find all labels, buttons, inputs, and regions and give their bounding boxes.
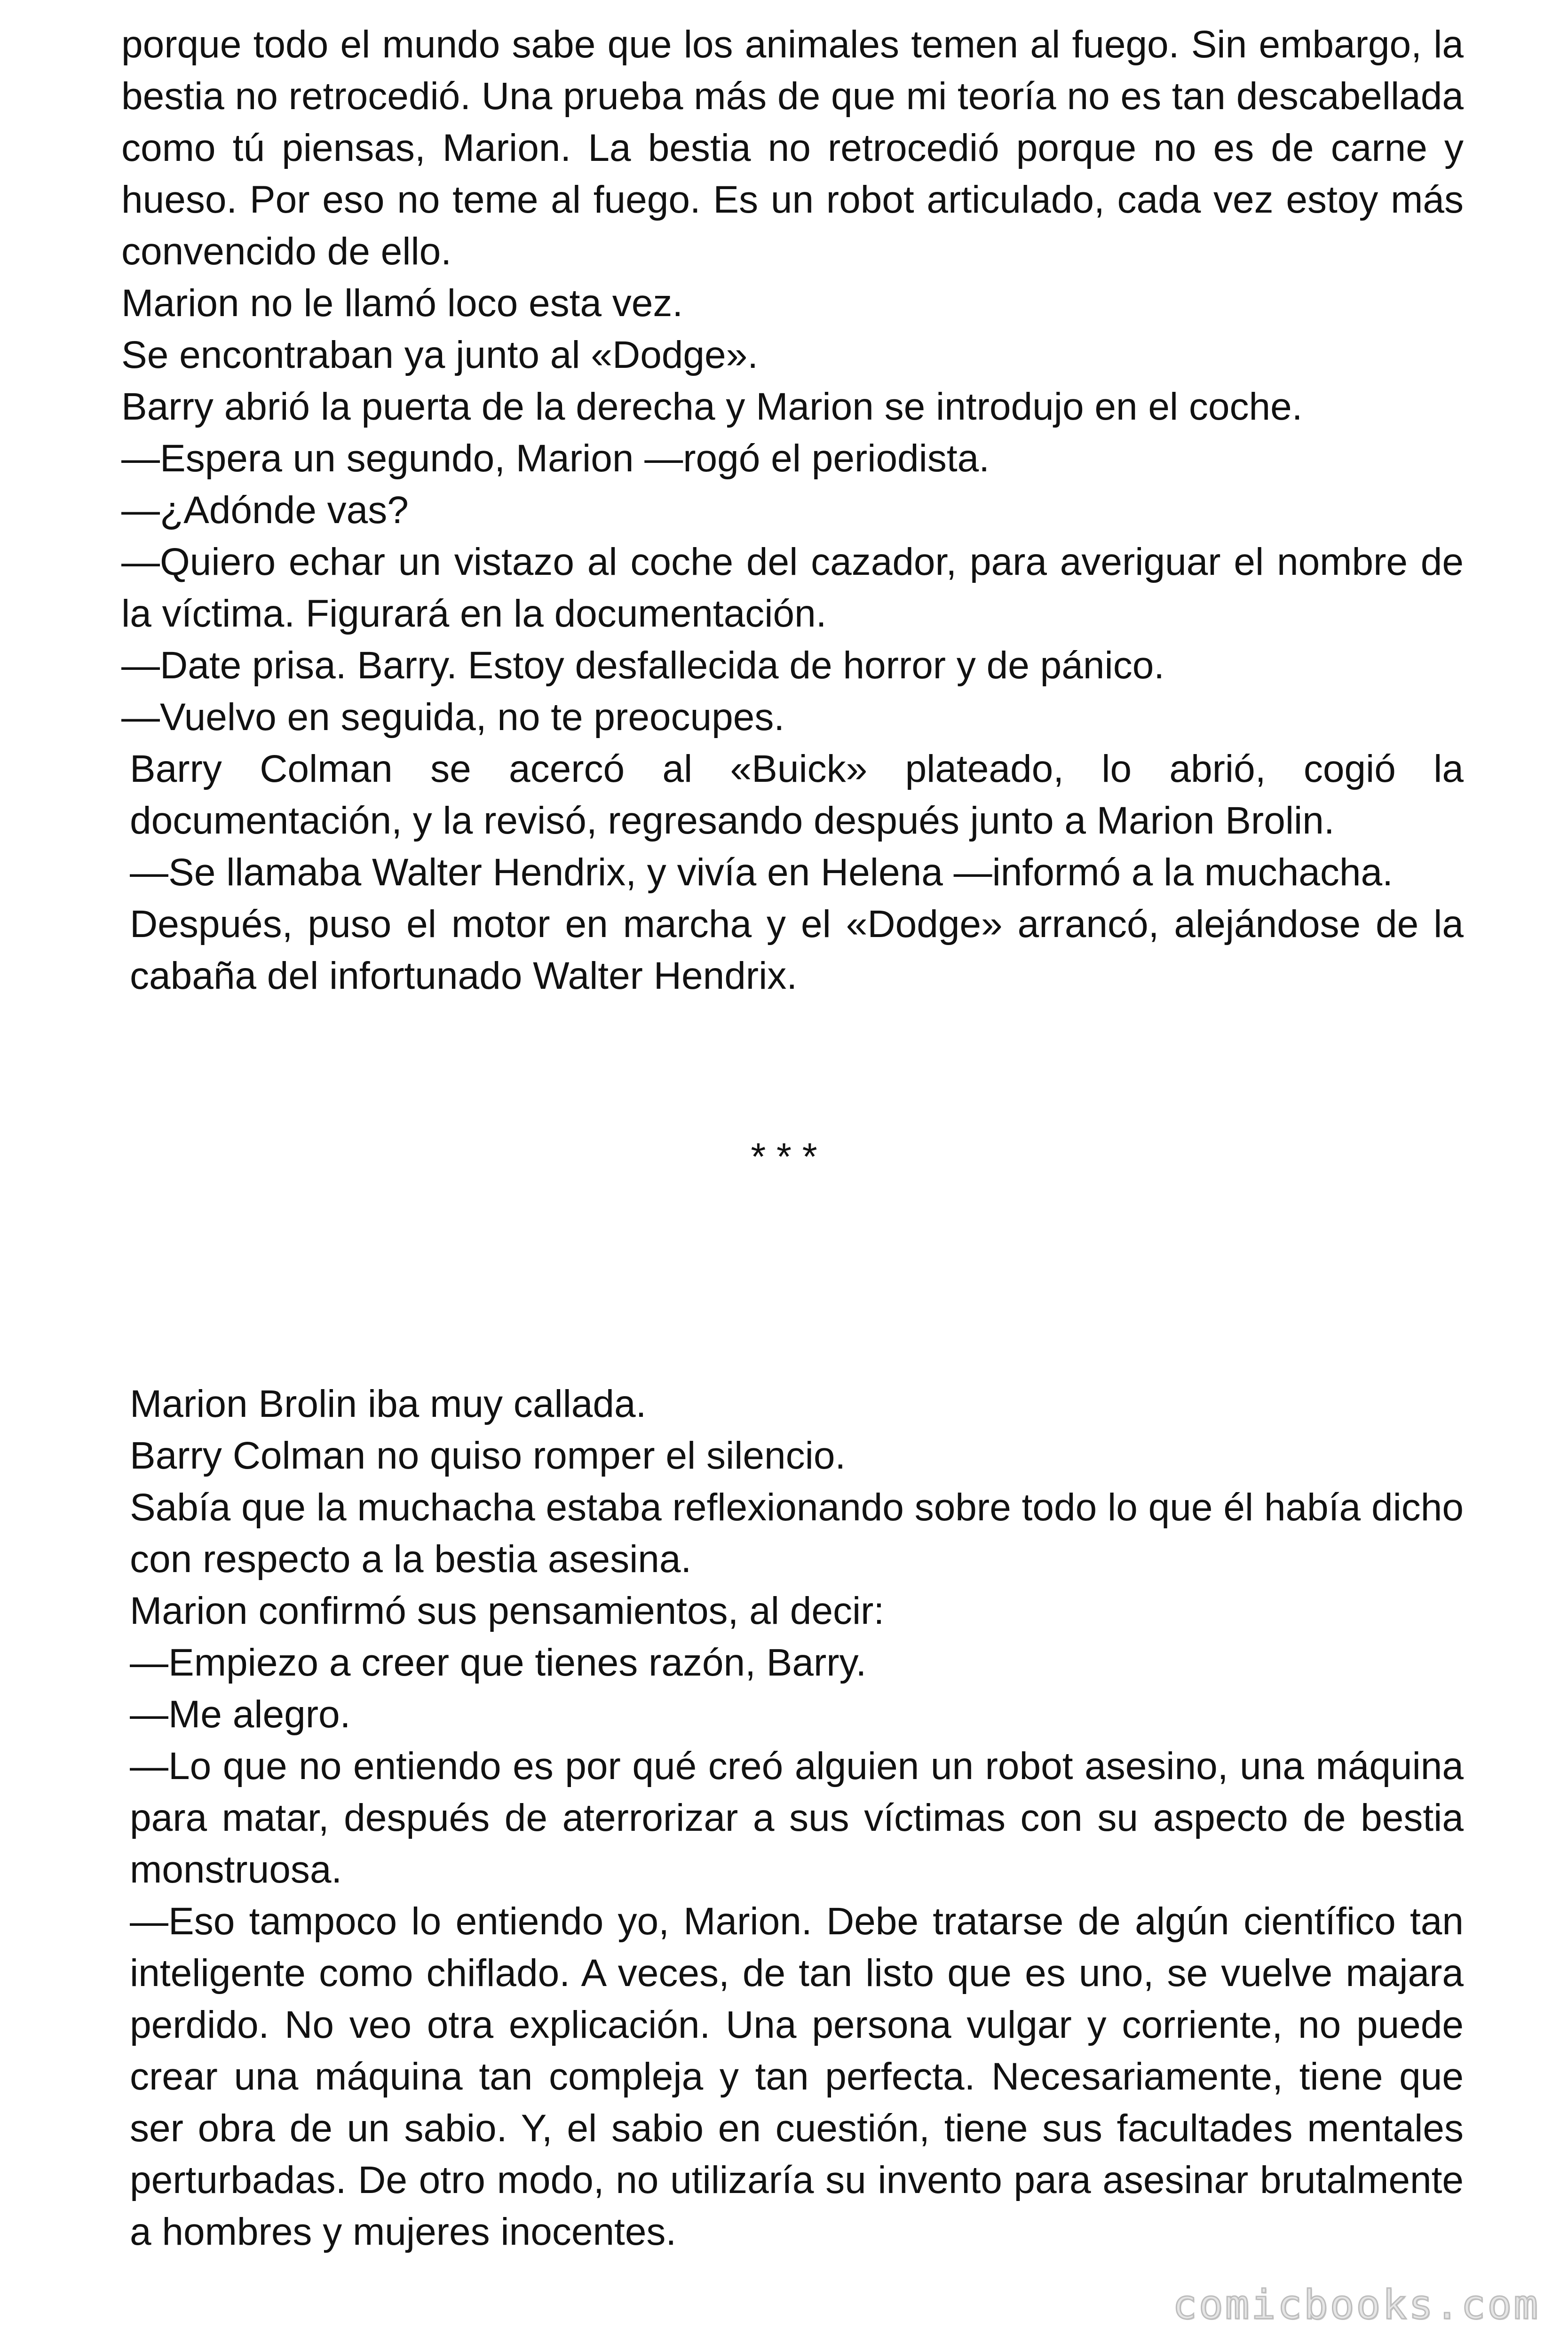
paragraph: porque todo el mundo sabe que los animales temen al fuego. Sin embargo, la bestia no retrocedió. Una prueba más de que mi teoría no es tan descabellada como tú piensas, Marion. La bestia no retrocedió porque no es de carne y hueso. Por eso no teme al fuego. Es un robot articulado, cada vez estoy más convencido de ello. [121,23,1464,273]
paragraph: —¿Adónde vas? [121,489,409,532]
paragraph: —Espera un segundo, Marion —rogó el periodista. [121,437,990,480]
paragraph: —Me alegro. [130,1693,351,1736]
scene-separator: * * * [751,1136,817,1178]
paragraph: —Lo que no entiendo es por qué creó alguien un robot asesino, una máquina para matar, después de aterrorizar a sus víctimas con su aspecto de bestia monstruosa. [130,1745,1464,1891]
paragraph: Marion Brolin iba muy callada. [130,1383,647,1425]
text-section-2 [130,743,1464,1002]
text-section-1 [121,19,1464,743]
paragraph: —Se llamaba Walter Hendrix, y vivía en Helena —informó a la muchacha. [130,851,1393,894]
paragraph: —Empiezo a creer que tienes razón, Barry. [130,1641,867,1684]
paragraph: Barry abrió la puerta de la derecha y Marion se introdujo en el coche. [121,385,1303,428]
paragraph: —Date prisa. Barry. Estoy desfallecida de horror y de pánico. [121,644,1165,687]
paragraph: Marion no le llamó loco esta vez. [121,282,683,325]
paragraph: Después, puso el motor en marcha y el «Dodge» arrancó, alejándose de la cabaña del infortunado Walter Hendrix. [130,903,1464,997]
paragraph: Barry Colman se acercó al «Buick» plateado, lo abrió, cogió la documentación, y la revisó, regresando después junto a Marion Brolin. [130,747,1464,842]
paragraph: Sabía que la muchacha estaba reflexionando sobre todo lo que él había dicho con respecto a la bestia asesina. [130,1486,1464,1581]
text-section-3 [130,1378,1464,2258]
paragraph: —Vuelvo en seguida, no te preocupes. [121,696,785,739]
watermark-logo: comicbooks.com [1172,2281,1540,2328]
paragraph: Se encontraban ya junto al «Dodge». [121,334,759,376]
paragraph: Marion confirmó sus pensamientos, al decir: [130,1589,885,1632]
paragraph: Barry Colman no quiso romper el silencio. [130,1434,846,1477]
paragraph: —Quiero echar un vistazo al coche del cazador, para averiguar el nombre de la víctima. Figurará en la documentación. [121,540,1464,635]
paragraph: —Eso tampoco lo entiendo yo, Marion. Debe tratarse de algún científico tan inteligente como chiflado. A veces, de tan listo que es uno, se vuelve majara perdido. No veo otra explicación. Una persona vulgar y corriente, no puede crear una máquina tan compleja y tan perfecta. Necesariamente, tiene que ser obra de un sabio. Y, el sabio en cuestión, tiene sus facultades mentales perturbadas. De otro modo, no utilizaría su invento para asesinar brutalmente a hombres y mujeres inocentes. [130,1900,1464,2253]
